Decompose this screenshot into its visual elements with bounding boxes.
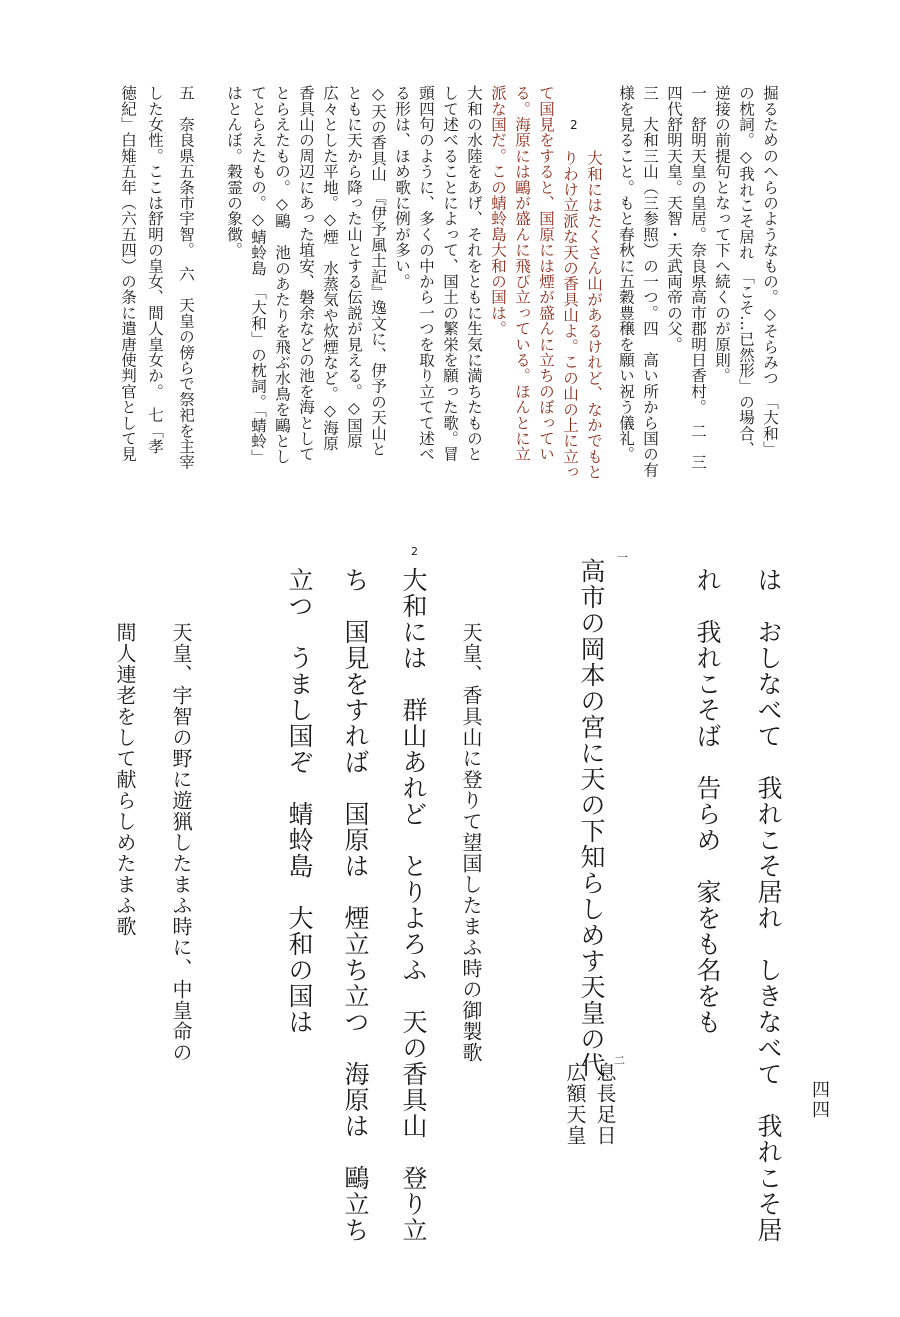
poem1-line2: れ 我れこそば 告らめ 家をも名をも: [693, 567, 722, 1035]
section-header-mark: 一: [617, 551, 628, 564]
poem1-line1: は おしなべて 我れこそ居れ しきなべて 我れこそ居: [754, 567, 783, 1243]
commentary-line-9: 頭四句のように、多くの中から一つを取り立てて述べ: [417, 85, 435, 462]
commentary-line-15: とらえたもの。◇鷗 池のあたりを飛ぶ水鳥を鷗とし: [273, 85, 291, 465]
poem2-line1: 大和には 群山あれど とりよろふ 天の香具山 登り立: [399, 567, 428, 1243]
commentary-line-14: 香具山の周辺にあった埴安、磐余などの池を海として: [297, 85, 315, 462]
page-number: 四四: [809, 1080, 830, 1120]
commentary-line-0: 掘るためのへらのようなもの。◇そらみつ 「大和」: [761, 85, 779, 457]
poem2-title: 天皇、香具山に登りて望国したまふ時の御製歌: [459, 622, 483, 1063]
commentary-line-10: る形は、ほめ歌に例が多い。: [393, 85, 411, 290]
poem2-number: 2: [411, 545, 418, 558]
translation-line-5: 派な国だ。この蜻蛉島大和の国は。: [489, 85, 507, 337]
commentary-line-8: して述べることによって、国土の繁栄を願った歌。冒: [441, 85, 459, 462]
emperor-name-mark: 二: [614, 1054, 625, 1067]
translation-line-1: 大和にはたくさん山があるけれど、なかでもと: [585, 150, 603, 480]
emperor-name-line2: 広額天皇: [563, 1062, 587, 1146]
commentary-line-3: 一 舒明天皇の皇居。奈良県高市郡明日香村。 二 三: [689, 85, 707, 470]
poem3-title-line2: 間人連老をして献らしめたまふ歌: [113, 622, 137, 937]
translation-line-3: て国見をすると、国原には煙が盛んに立ちのぼってい: [537, 85, 555, 462]
commentary-line-16: てとらえたもの。◇蜻蛉島 「大和」の枕詞。「蜻蛉」: [249, 85, 267, 465]
commentary-line-20: 徳紀」白雉五年（六五四）の条に遣唐使判官として見: [119, 85, 137, 462]
commentary-line-6: 様を見ること。もと春秋に五穀豊穣を願い祝う儀礼。: [617, 85, 635, 462]
commentary-line-4: 四代舒明天皇。天智・天武両帝の父。: [665, 85, 683, 352]
commentary-line-12: ともに天から降った山とする伝説が見える。◇国原: [345, 85, 363, 449]
poem3-title-line1: 天皇、宇智の野に遊猟したまふ時に、中皇命の: [169, 622, 193, 1063]
commentary-line-19: した女性。ここは舒明の皇女、間人皇女か。 七「孝: [146, 85, 164, 455]
poem2-line2: ち 国見をすれば 国原は 煙立ち立つ 海原は 鷗立ち: [341, 567, 370, 1243]
commentary-line-17: はとんぼ。穀霊の象徴。: [225, 85, 243, 258]
poem2-line3: 立つ うまし国ぞ 蜻蛉島 大和の国は: [285, 567, 314, 1035]
translation-line-4: る。海原には鷗が盛んに飛び立っている。ほんとに立: [513, 85, 531, 462]
translation-line-2: りわけ立派な天の香具山よ。この山の上に立っ: [561, 150, 579, 480]
commentary-line-2: 逆接の前提句となって下へ続くのが原則。: [713, 85, 731, 384]
section-header: 高市の岡本の宮に天の下知らしめす天皇の代: [577, 558, 606, 1078]
commentary-line-11: ◇天の香具山 『伊予風土記』逸文に、伊予の天山と: [369, 85, 387, 457]
commentary-line-7: 大和の水陸をあげ、それをともに生気に満ちたものと: [465, 85, 483, 462]
commentary-line-13: 広々とした平地。◇煙 水蒸気や炊煙など。◇海原: [321, 85, 339, 452]
commentary-line-5: 三 大和三山（三参照）の一つ。四 高い所から国の有: [641, 85, 659, 478]
translation-number: 2: [570, 118, 578, 132]
commentary-line-18: 五 奈良県五条市宇智。 六 天皇の傍らで祭祀を主宰: [177, 85, 195, 470]
emperor-name-line1: 息長足日: [593, 1062, 617, 1146]
commentary-line-1: の枕詞。◇我れこそ居れ 「こそ…已然形」の場合、: [737, 85, 755, 457]
